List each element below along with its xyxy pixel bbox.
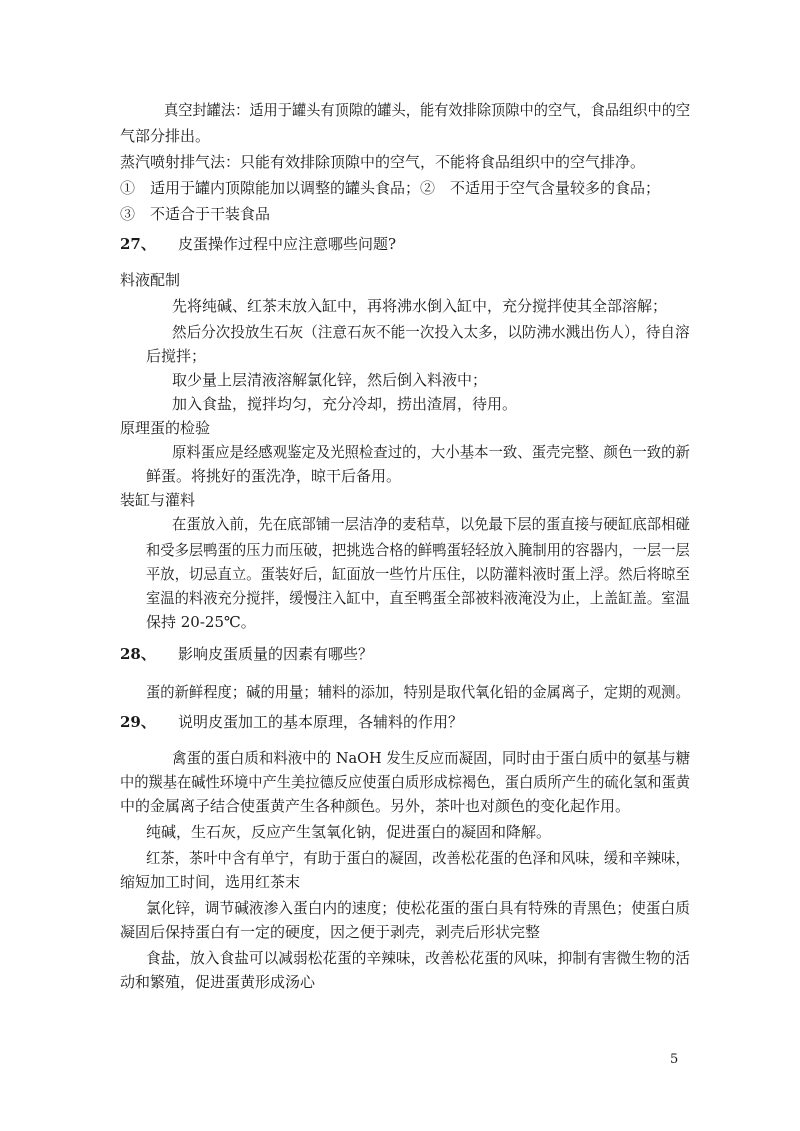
- paragraph-line: 中的羰基在碱性环境中产生美拉德反应使蛋白质形成棕褐色，蛋白质所产生的硫化氢和蛋黄: [120, 773, 691, 791]
- question-number: 29、: [120, 713, 156, 731]
- page-number: 5: [670, 1052, 679, 1067]
- section-heading: 料液配制: [120, 271, 181, 289]
- paragraph-line: 蒸汽喷射排气法：只能有效排除顶隙中的空气，不能将食品组织中的空气排净。: [120, 153, 646, 171]
- paragraph-line: 鲜蛋。将挑好的蛋洗净，晾干后备用。: [146, 467, 402, 485]
- paragraph-line: 后搅拌；: [146, 347, 207, 365]
- question-title: 影响皮蛋质量的因素有哪些？: [178, 645, 374, 663]
- paragraph-line: 在蛋放入前，先在底部铺一层洁净的麦秸草，以免最下层的蛋直接与硬缸底部相碰: [172, 515, 690, 533]
- paragraph-line: 先将纯碱、红茶末放入缸中，再将沸水倒入缸中，充分搅拌使其全部溶解；: [172, 297, 668, 315]
- paragraph-line: 中的金属离子结合使蛋黄产生各种颜色。另外，茶叶也对颜色的变化起作用。: [120, 797, 631, 815]
- paragraph-line: 禽蛋的蛋白质和料液中的 NaOH 发生反应而凝固，同时由于蛋白质中的氨基与糖: [172, 749, 691, 767]
- paragraph-line: ① 适用于罐内顶隙能加以调整的罐头食品；② 不适用于空气含量较多的食品；: [120, 179, 661, 197]
- paragraph-line: 室温的料液充分搅拌，缓慢注入缸中，直至鸭蛋全部被料液淹没为止，上盖缸盖。室温: [146, 589, 690, 607]
- paragraph-line: 取少量上层清液溶解氯化锌，然后倒入料液中；: [172, 371, 488, 389]
- question-number: 28、: [120, 645, 156, 663]
- paragraph-line: 纯碱，生石灰，反应产生氢氧化钠，促进蛋白的凝固和降解。: [146, 823, 552, 841]
- paragraph-line: 气部分排出。: [120, 127, 211, 145]
- paragraph-line: 凝固后保持蛋白有一定的硬度，因之便于剥壳，剥壳后形状完整: [120, 923, 541, 941]
- paragraph-line: 和受多层鸭蛋的压力而压破，把挑选合格的鲜鸭蛋轻轻放入腌制用的容器内，一层一层: [146, 541, 690, 559]
- paragraph-line: 红茶，茶叶中含有单宁，有助于蛋白的凝固，改善松花蛋的色泽和风味，缓和辛辣味，: [146, 849, 690, 867]
- paragraph-line: 然后分次投放生石灰（注意石灰不能一次投入太多，以防沸水溅出伤人），待自溶: [172, 323, 690, 341]
- paragraph-line: 缩短加工时间，选用红茶末: [120, 873, 301, 891]
- question-title: 皮蛋操作过程中应注意哪些问题?: [178, 235, 397, 253]
- question-number: 27、: [120, 235, 156, 253]
- paragraph-line: 动和繁殖，促进蛋黄形成汤心: [120, 973, 316, 991]
- paragraph-line: 食盐，放入食盐可以减弱松花蛋的辛辣味，改善松花蛋的风味，抑制有害微生物的活: [146, 949, 690, 967]
- paragraph-line: 原料蛋应是经感观鉴定及光照检查过的，大小基本一致、蛋壳完整、颜色一致的新: [172, 443, 690, 461]
- paragraph-line: 平放，切忌直立。蛋装好后，缸面放一些竹片压住，以防灌料液时蛋上浮。然后将晾至: [146, 565, 690, 583]
- paragraph-line: 加入食盐，搅拌均匀，充分冷却，捞出渣屑，待用。: [172, 395, 518, 413]
- paragraph-line: 保持 20-25℃。: [146, 613, 256, 631]
- paragraph-line: 氯化锌，调节碱液渗入蛋白内的速度；使松花蛋的蛋白具有特殊的青黑色；使蛋白质: [146, 899, 690, 917]
- section-heading: 装缸与灌料: [120, 491, 196, 509]
- section-heading: 原理蛋的检验: [120, 419, 211, 437]
- question-title: 说明皮蛋加工的基本原理，各辅料的作用？: [178, 713, 464, 731]
- paragraph-line: 真空封罐法：适用于罐头有顶隙的罐头，能有效排除顶隙中的空气，食品组织中的空: [164, 101, 691, 119]
- paragraph-line: ③ 不适合于干装食品: [120, 205, 271, 223]
- answer-text: 蛋的新鲜程度；碱的用量；辅料的添加，特别是取代氧化铅的金属离子，定期的观测。: [146, 683, 690, 701]
